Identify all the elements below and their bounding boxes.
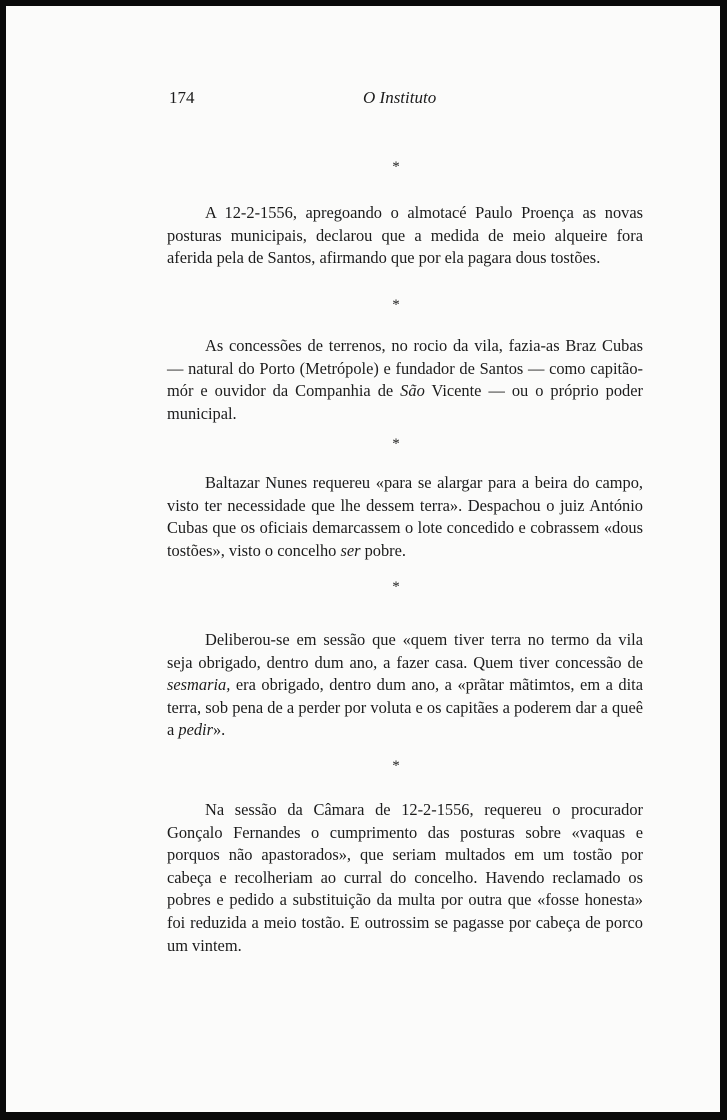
paragraph-deliberou bbox=[167, 629, 643, 742]
italic-text: ser bbox=[340, 540, 361, 560]
page-header bbox=[6, 88, 720, 112]
italic-text: pedir bbox=[178, 720, 213, 740]
paragraph-camara bbox=[167, 799, 643, 957]
scanned-page bbox=[6, 6, 720, 1112]
italic-text: São bbox=[400, 381, 425, 401]
asterisk-separator: * bbox=[392, 159, 400, 175]
paragraph-concessoes bbox=[167, 335, 643, 425]
paragraph-text: pobre. bbox=[360, 540, 407, 560]
paragraph-text: Vicente — ou o próprio poder municipal. bbox=[167, 381, 643, 423]
paragraph-text: Baltazar Nunes requereu «para se alargar para a beira do campo, visto ter necessidade que lhe dessem terra». Despachou o juiz António Cubas que os oficiais demarcassem o lote concedido e cobrassem «dous tostões», visto o concelho bbox=[167, 473, 643, 560]
paragraph-baltazar bbox=[167, 472, 643, 562]
paragraph-text: As concessões de terrenos, no rocio da vila, fazia-as Braz Cubas — natural do Porto (Metrópole) e fundador de Santos — como capitão-mór e ouvidor da Companhia de bbox=[167, 336, 643, 401]
paragraph-almotace bbox=[167, 202, 643, 270]
italic-text: sesmaria, bbox=[167, 675, 231, 695]
paragraph-text: A 12-2-1556, apregoando o almotacé Paulo Proença as novas posturas municipais, declarou que a medida de meio alqueire fora aferida pela de Santos, afirmando que por ela pagara dous tostões. bbox=[167, 203, 643, 268]
paragraph-text: era obrigado, dentro dum ano, a «prãtar mãtimtos, em a dita terra, sob pena de a perder por voluta e os capitães a poderem dar a queê a bbox=[167, 675, 643, 740]
asterisk-separator: * bbox=[392, 758, 400, 774]
paragraph-text: ». bbox=[212, 720, 226, 740]
asterisk-separator: * bbox=[392, 579, 400, 595]
paragraph-text: Na sessão da Câmara de 12-2-1556, requereu o procurador Gonçalo Fernandes o cumprimento das posturas sobre «vaquas e porquos não apastorados», que seriam multados em um tostão por cabeça e recolheriam ao curral do concelho. Havendo reclamado os pobres e pedido a substituição da multa por outra que «fosse honesta» foi reduzida a meio tostão. E outrossim se pagasse por cabeça de porco um vintem. bbox=[167, 800, 643, 955]
page-number: 174 bbox=[169, 88, 195, 107]
paragraph-text: Deliberou-se em sessão que «quem tiver terra no termo da vila seja obrigado, dentro dum ano, a fazer casa. Quem tiver concessão de bbox=[167, 630, 643, 672]
asterisk-separator: * bbox=[392, 297, 400, 313]
running-title: O Instituto bbox=[363, 88, 437, 107]
asterisk-separator: * bbox=[392, 436, 400, 452]
